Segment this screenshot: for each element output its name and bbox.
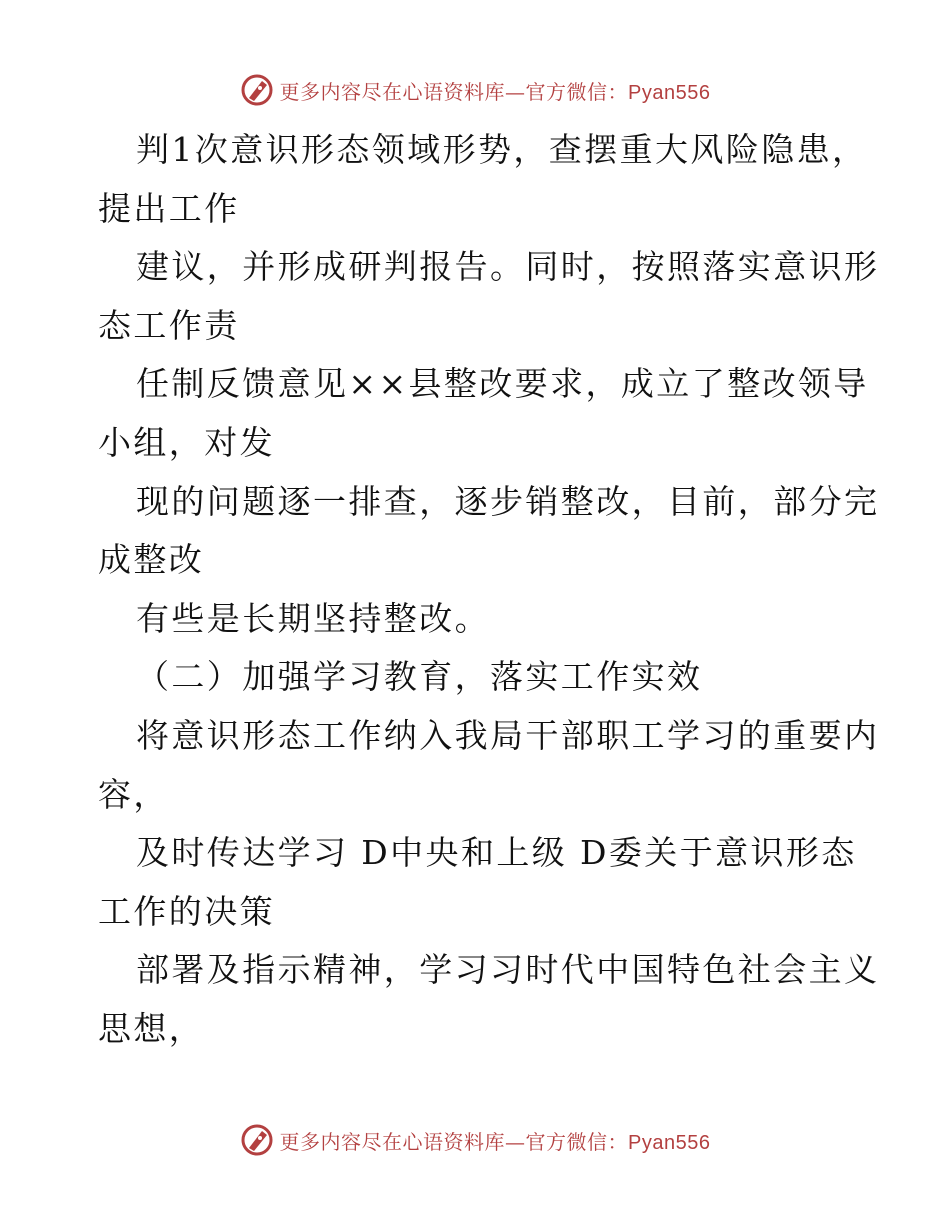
body-text-line: 现的问题逐一排查，逐步销整改，目前，部分完 [136, 481, 880, 521]
body-text-line: 提出工作 [98, 188, 240, 228]
header-banner [0, 72, 950, 108]
body-text-line: 建议，并形成研判报告。同时，按照落实意识形 [136, 247, 880, 287]
body-text-line: 将意识形态工作纳入我局干部职工学习的重要内 [136, 715, 880, 755]
banner-text-cn: 更多内容尽在心语资料库—官方微信： [279, 1129, 629, 1154]
body-text-line: 容， [98, 774, 169, 814]
body-text-line: 及时传达学习 D中央和上级 D委关于意识形态 [136, 833, 857, 873]
banner-wechat-id: Pyan556 [628, 81, 711, 104]
banner-text-cn: 更多内容尽在心语资料库—官方微信： [279, 79, 629, 104]
body-text-line: 部署及指示精神，学习习时代中国特色社会主义 [136, 950, 880, 990]
body-text-line: 态工作责 [98, 305, 240, 345]
body-text-line: 成整改 [98, 540, 205, 580]
body-text-line: 工作的决策 [98, 891, 275, 931]
body-text-line: 任制反馈意见××县整改要求，成立了整改领导 [136, 364, 869, 404]
banner-wechat-id: Pyan556 [628, 1131, 711, 1154]
body-text-line: 思想， [98, 1008, 205, 1048]
banner-text [280, 1126, 711, 1155]
body-text-line: 有些是长期坚持整改。 [136, 598, 490, 638]
footer-banner [0, 1122, 950, 1158]
body-text-line: 判1次意识形态领域形势，查摆重大风险隐患， [136, 130, 868, 169]
banner-text [280, 76, 711, 105]
pen-nib-logo-icon [240, 1123, 274, 1157]
body-text-line: 小组，对发 [98, 422, 275, 462]
pen-nib-logo-icon [240, 73, 274, 107]
document-body [98, 121, 880, 1059]
body-text-line: （二）加强学习教育，落实工作实效 [136, 657, 703, 697]
